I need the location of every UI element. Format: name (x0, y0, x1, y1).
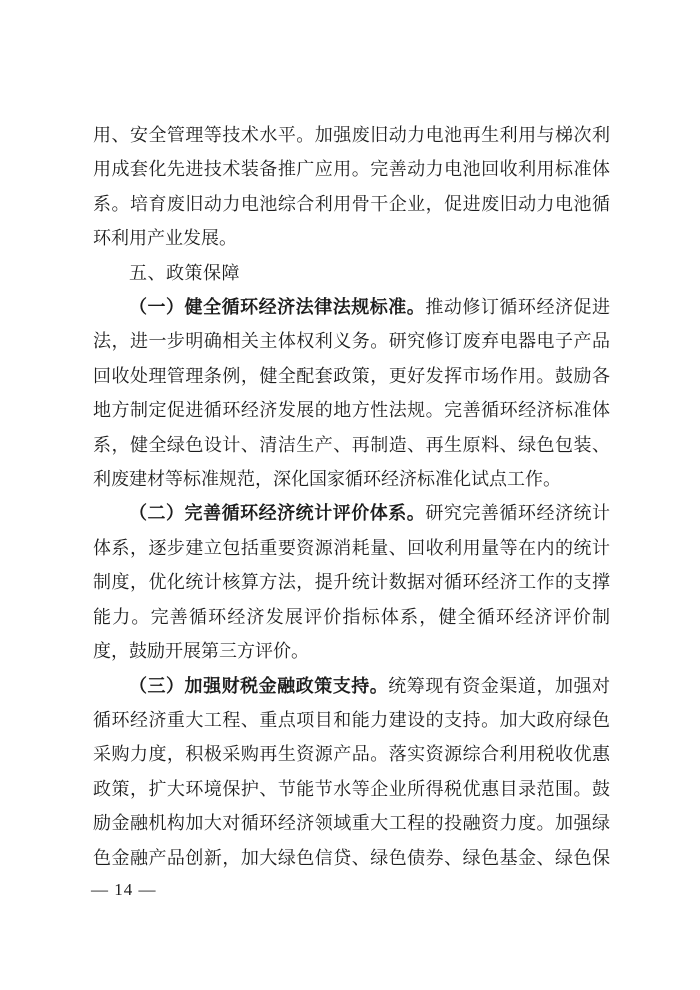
paragraph-item-2 (93, 496, 610, 668)
paragraph-text: 推动修订循环经济促进法，进一步明确相关主体权利义务。研究修订废弃电器电子产品回收处理管理条例，健全配套政策，更好发挥市场作用。鼓励各地方制定促进循环经济发展的地方性法规。完善循环经济标准体系，健全绿色设计、清洁生产、再制造、再生原料、绿色包装、利废建材等标准规范，深化国家循环经济标准化试点工作。 (93, 297, 611, 490)
paragraph-lead: （二）完善循环经济统计评价体系。 (129, 503, 426, 524)
paragraph-text: 统筹现有资金渠道，加强对循环经济重大工程、重点项目和能力建设的支持。加大政府绿色采购力度，积极采购再生资源产品。落实资源综合利用税收优惠政策，扩大环境保护、节能节水等企业所得税优惠目录范围。鼓励金融机构加大对循环经济领域重大工程的投融资力度。加强绿色金融产品创新，加大绿色信贷、绿色债券、绿色基金、绿色保 (93, 675, 611, 868)
paragraph-item-1 (93, 290, 610, 496)
paragraph-continued (93, 118, 610, 256)
paragraph-text: 研究完善循环经济统计体系，逐步建立包括重要资源消耗量、回收利用量等在内的统计制度，优化统计核算方法，提升统计数据对循环经济工作的支撑能力。完善循环经济发展评价指标体系，健全循环经济评价制度，鼓励开展第三方评价。 (93, 503, 611, 662)
page-number: — 14 — (91, 880, 157, 899)
paragraph-lead: （三）加强财税金融政策支持。 (129, 675, 389, 696)
paragraph-lead: （一）健全循环经济法律法规标准。 (129, 297, 426, 318)
document-body (93, 118, 610, 875)
section-heading (93, 256, 610, 290)
paragraph-item-3 (93, 669, 610, 875)
paragraph-text: 用、安全管理等技术水平。加强废旧动力电池再生利用与梯次利用成套化先进技术装备推广应用。完善动力电池回收利用标准体系。培育废旧动力电池综合利用骨干企业，促进废旧动力电池循环利用产业发展。 (93, 125, 610, 249)
section-heading-text: 五、政策保障 (129, 262, 240, 283)
